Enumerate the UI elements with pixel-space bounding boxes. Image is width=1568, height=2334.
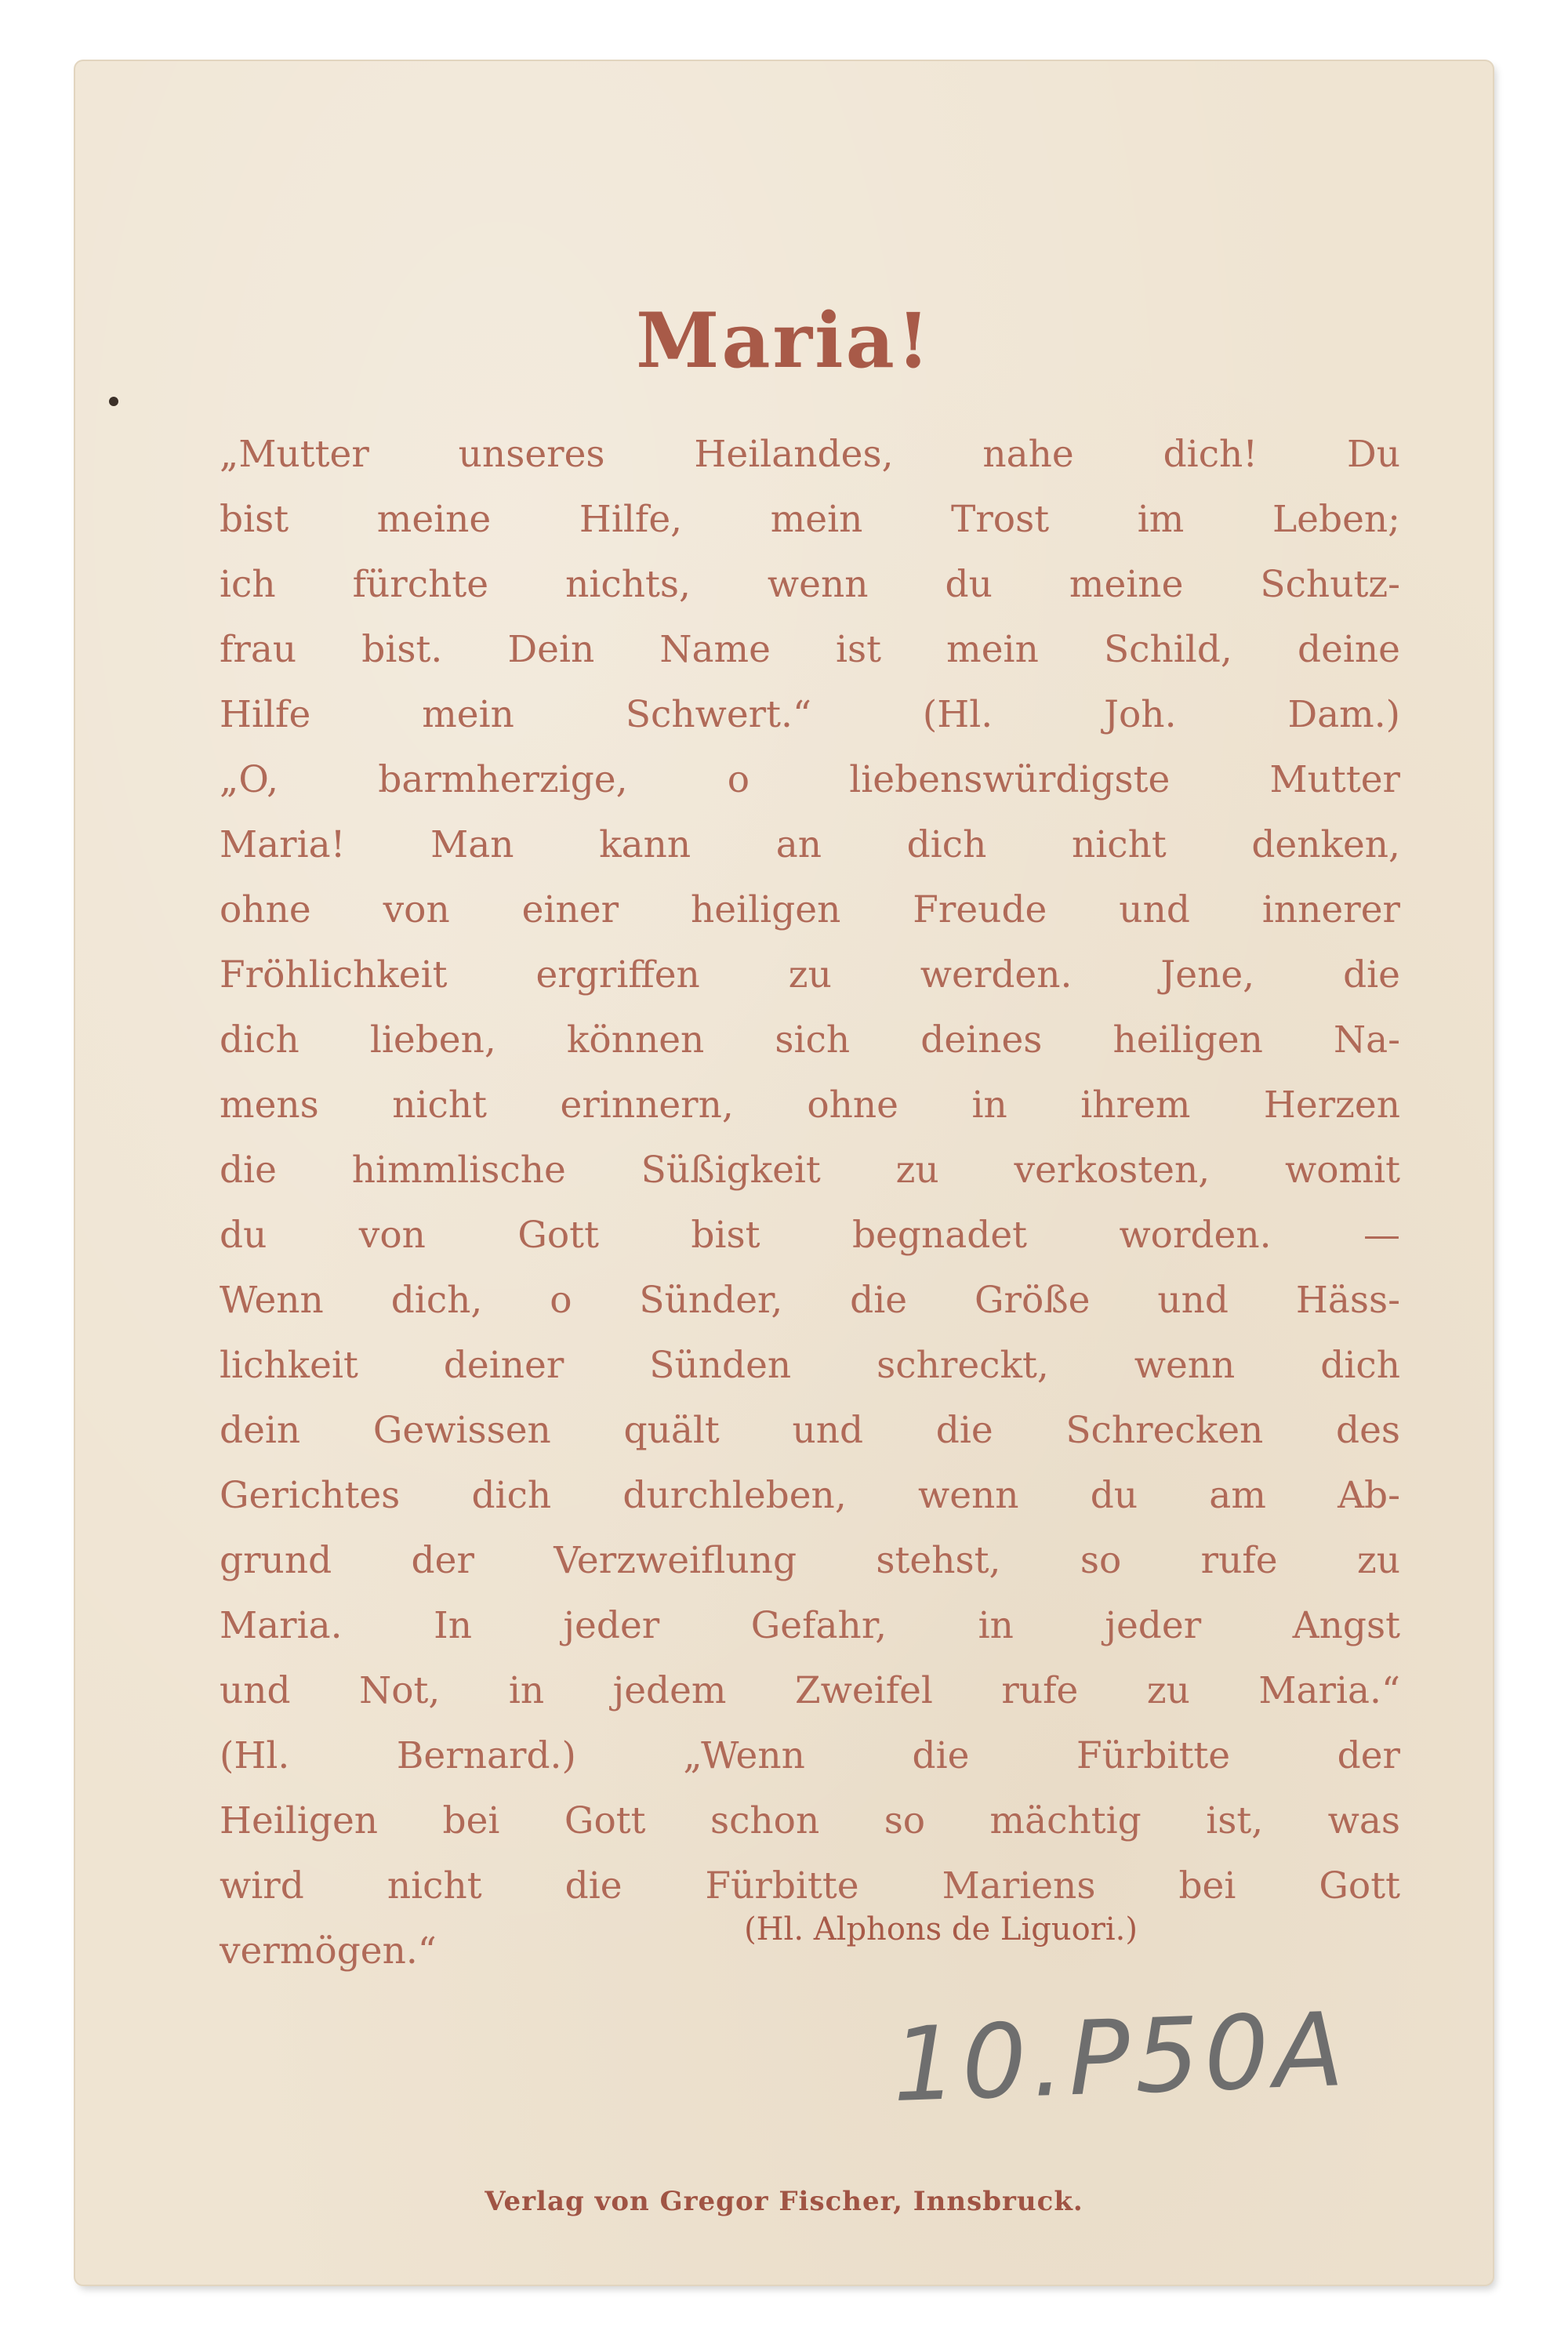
text-line: grund der Verzweiflung stehst, so rufe zu [220, 1539, 1400, 1582]
text-line: Maria! Man kann an dich nicht denken, [220, 823, 1400, 866]
text-line: und Not, in jedem Zweifel rufe zu Maria.“ [220, 1669, 1400, 1712]
text-line: dein Gewissen quält und die Schrecken des [220, 1409, 1400, 1452]
text-line: dich lieben, können sich deines heiligen Na- [220, 1018, 1400, 1062]
card-title: Maria! [636, 296, 932, 385]
attribution: (Hl. Alphons de Liguori.) [744, 1911, 1138, 1947]
text-line: du von Gott bist begnadet worden. — [220, 1214, 1400, 1257]
prayer-card [75, 61, 1493, 2285]
text-line: lichkeit deiner Sünden schreckt, wenn dich [220, 1344, 1400, 1387]
publisher-line: Verlag von Gregor Fischer, Innsbruck. [485, 2186, 1083, 2217]
text-line: Maria. In jeder Gefahr, in jeder Angst [220, 1604, 1400, 1647]
text-line: vermögen.“ [220, 1929, 437, 1973]
text-line: ohne von einer heiligen Freude und innerer [220, 888, 1400, 931]
text-line: Wenn dich, o Sünder, die Größe und Häss- [220, 1279, 1400, 1322]
text-line: Heiligen bei Gott schon so mächtig ist, was [220, 1799, 1400, 1842]
text-line: bist meine Hilfe, mein Trost im Leben; [220, 498, 1400, 541]
text-line: wird nicht die Fürbitte Mariens bei Gott [220, 1864, 1400, 1907]
text-line: „O, barmherzige, o liebenswürdigste Mutter [220, 758, 1400, 801]
prayer-text [220, 422, 1400, 1984]
text-line: „Mutter unseres Heilandes, nahe dich! Du [220, 433, 1400, 476]
text-line: frau bist. Dein Name ist mein Schild, deine [220, 628, 1400, 671]
text-line: Gerichtes dich durchleben, wenn du am Ab- [220, 1474, 1400, 1517]
text-line: mens nicht erinnern, ohne in ihrem Herzen [220, 1084, 1400, 1127]
text-line: ich fürchte nichts, wenn du meine Schutz- [220, 563, 1400, 606]
text-line: Fröhlichkeit ergriffen zu werden. Jene, die [220, 953, 1400, 996]
handwritten-note: 10.P50A [890, 1989, 1350, 2125]
ink-dot [109, 397, 118, 406]
text-line: (Hl. Bernard.) „Wenn die Fürbitte der [220, 1734, 1400, 1777]
text-line: die himmlische Süßigkeit zu verkosten, womit [220, 1149, 1400, 1192]
text-line: Hilfe mein Schwert.“ (Hl. Joh. Dam.) [220, 693, 1400, 736]
